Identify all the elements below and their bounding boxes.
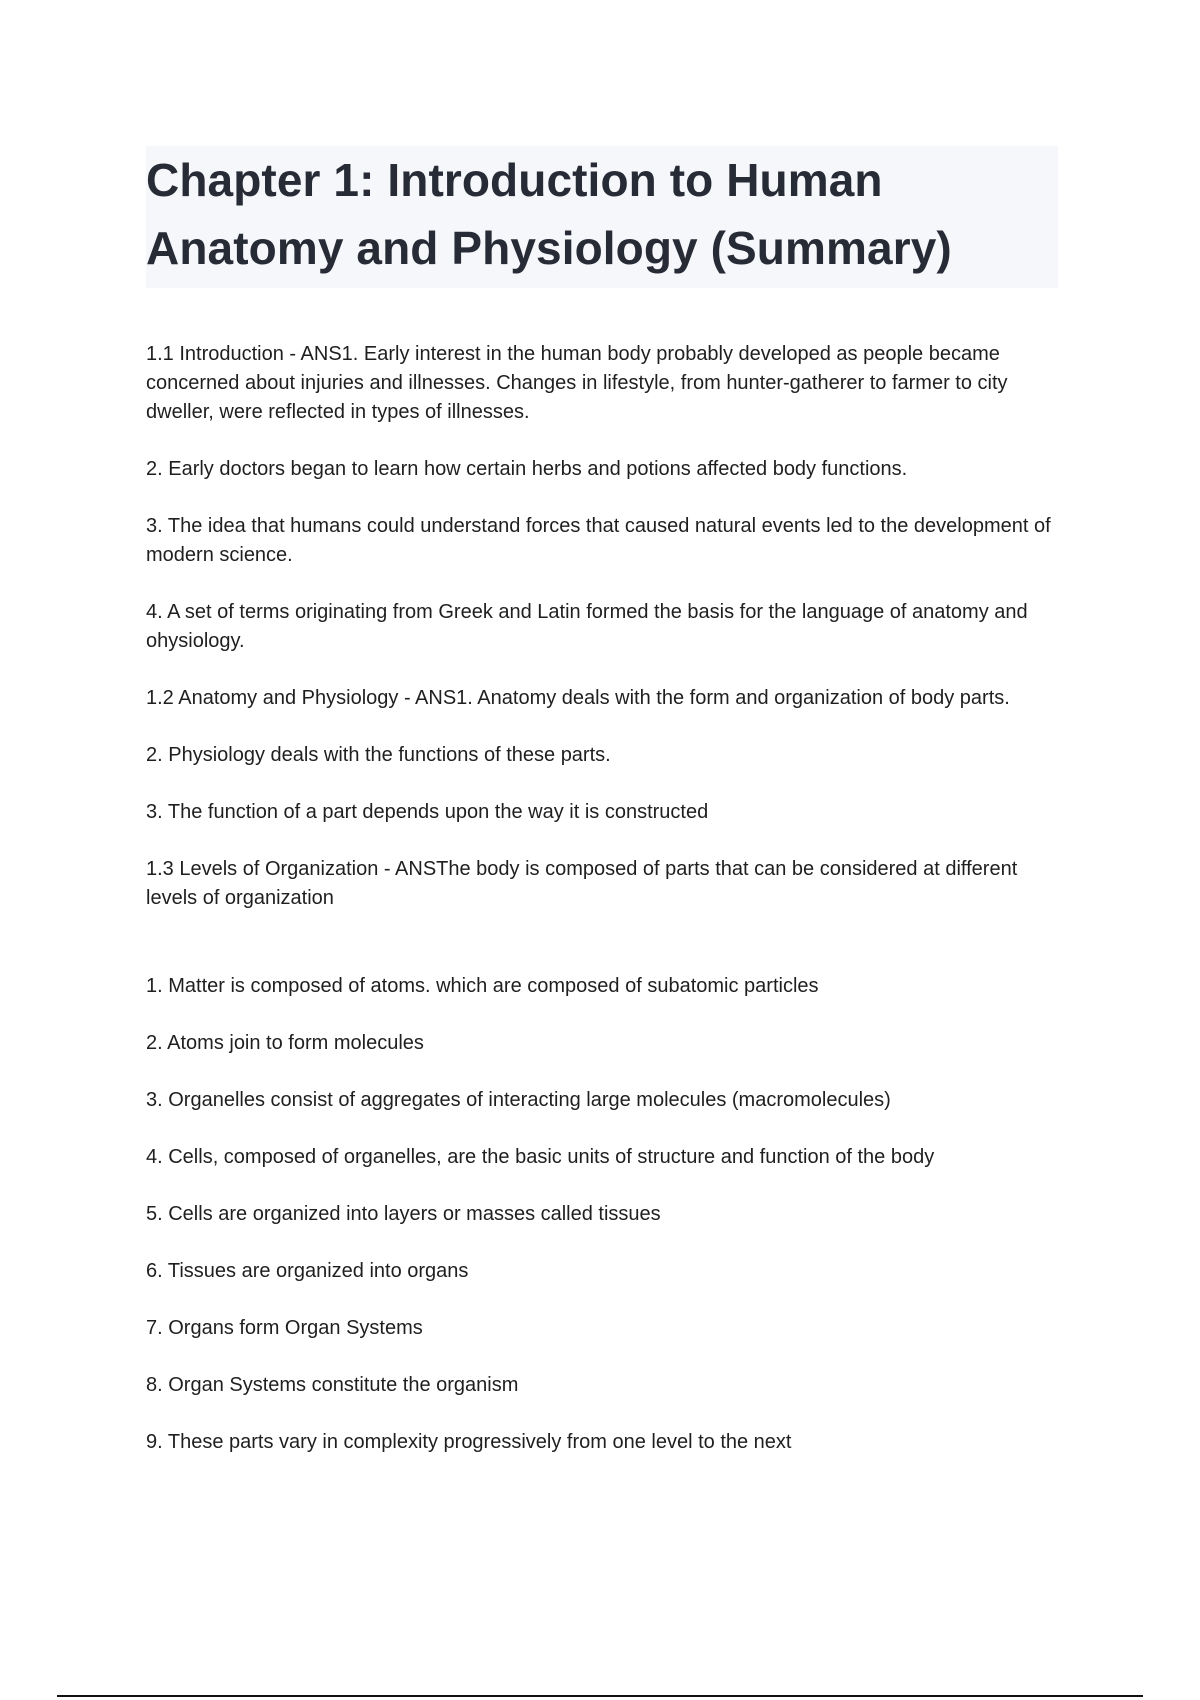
paragraph: 3. The function of a part depends upon the way it is constructed xyxy=(146,801,709,823)
footer-divider xyxy=(57,1695,1143,1697)
title-block xyxy=(146,146,1058,288)
document-body xyxy=(146,340,1066,1485)
paragraph-intro: 1.1 Introduction - ANS1. Early interest in the human body probably developed as people became concerned about injuries and illnesses. Changes in lifestyle, from hunter-gatherer to farmer to city dweller, were reflected in types of illnesses. xyxy=(146,343,1008,423)
list-item: 8. Organ Systems constitute the organism xyxy=(146,1374,519,1396)
paragraph-levels-of-organization: 1.3 Levels of Organization - ANSThe body is composed of parts that can be considered at different levels of organization xyxy=(146,858,1018,909)
list-item: 4. Cells, composed of organelles, are the basic units of structure and function of the body xyxy=(146,1146,935,1168)
list-item: 6. Tissues are organized into organs xyxy=(146,1260,469,1282)
list-item: 3. Organelles consist of aggregates of interacting large molecules (macromolecules) xyxy=(146,1089,891,1111)
paragraph-anatomy-physiology: 1.2 Anatomy and Physiology - ANS1. Anatomy deals with the form and organization of body parts. xyxy=(146,687,1010,709)
page-title: Chapter 1: Introduction to Human Anatomy and Physiology (Summary) xyxy=(146,154,952,274)
list-item: 2. Atoms join to form molecules xyxy=(146,1032,424,1054)
paragraph: 4. A set of terms originating from Greek and Latin formed the basis for the language of anatomy and ohysiology. xyxy=(146,601,1028,652)
list-item: 5. Cells are organized into layers or masses called tissues xyxy=(146,1203,661,1225)
paragraph: 2. Physiology deals with the functions of these parts. xyxy=(146,744,611,766)
paragraph: 2. Early doctors began to learn how certain herbs and potions affected body functions. xyxy=(146,458,908,480)
paragraph: 3. The idea that humans could understand forces that caused natural events led to the development of modern science. xyxy=(146,515,1051,566)
list-item: 9. These parts vary in complexity progressively from one level to the next xyxy=(146,1431,792,1453)
list-item: 1. Matter is composed of atoms. which are composed of subatomic particles xyxy=(146,975,819,997)
list-item: 7. Organs form Organ Systems xyxy=(146,1317,423,1339)
